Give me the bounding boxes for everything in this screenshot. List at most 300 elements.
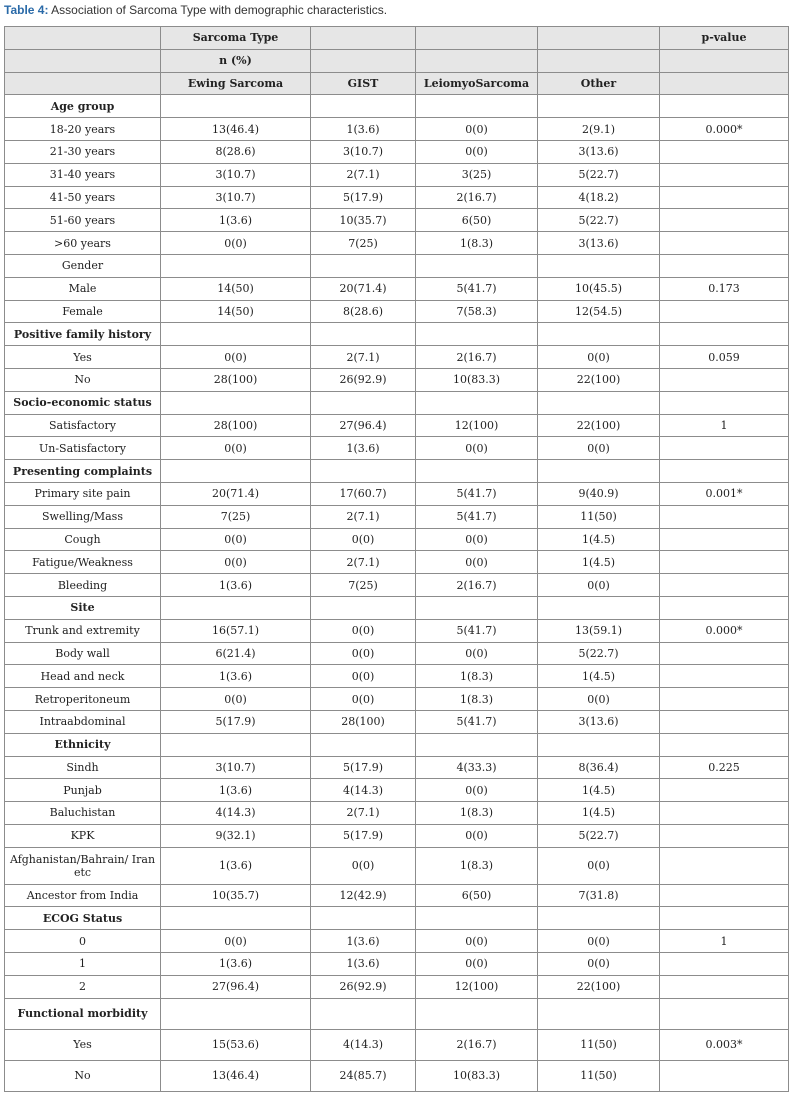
- section-row: [5, 733, 789, 756]
- table-row: [5, 277, 789, 300]
- table-row: [5, 300, 789, 323]
- table-caption-label: Table 4:: [4, 3, 49, 17]
- table-row: [5, 346, 789, 369]
- table-cell: [660, 460, 789, 483]
- header-cell: [538, 27, 660, 50]
- table-cell: [660, 802, 789, 825]
- table-cell: 12(100): [416, 975, 538, 998]
- table-cell: [161, 596, 311, 619]
- row-label-cell: Swelling/Mass: [5, 505, 161, 528]
- table-cell: 1(3.6): [311, 953, 416, 976]
- row-label-cell: 51-60 years: [5, 209, 161, 232]
- section-row: [5, 596, 789, 619]
- row-label-cell: Trunk and extremity: [5, 619, 161, 642]
- table-row: [5, 665, 789, 688]
- table-cell: 12(42.9): [311, 884, 416, 907]
- table-cell: 5(17.9): [311, 824, 416, 847]
- table-cell: [311, 95, 416, 118]
- table-cell: 11(50): [538, 505, 660, 528]
- table-cell: 0.003*: [660, 1029, 789, 1060]
- table-cell: 1(3.6): [311, 930, 416, 953]
- table-row: [5, 756, 789, 779]
- table-cell: [660, 437, 789, 460]
- row-label-cell: Punjab: [5, 779, 161, 802]
- table-cell: 7(58.3): [416, 300, 538, 323]
- table-cell: 1(3.6): [311, 437, 416, 460]
- table-cell: [660, 824, 789, 847]
- table-cell: [161, 733, 311, 756]
- header-row: [5, 72, 789, 95]
- table-cell: 10(83.3): [416, 1060, 538, 1091]
- table-cell: 4(14.3): [311, 1029, 416, 1060]
- row-label-cell: Baluchistan: [5, 802, 161, 825]
- header-cell: [660, 49, 789, 72]
- table-row: [5, 975, 789, 998]
- table-cell: [161, 460, 311, 483]
- table-row: [5, 802, 789, 825]
- table-cell: [161, 907, 311, 930]
- header-cell: [660, 72, 789, 95]
- row-label-cell: Cough: [5, 528, 161, 551]
- table-cell: [416, 323, 538, 346]
- row-label-cell: 18-20 years: [5, 118, 161, 141]
- header-cell: p-value: [660, 27, 789, 50]
- table-cell: [416, 907, 538, 930]
- table-row: [5, 930, 789, 953]
- table-cell: 3(13.6): [538, 710, 660, 733]
- row-label-cell: 2: [5, 975, 161, 998]
- table-cell: 14(50): [161, 300, 311, 323]
- table-cell: 0(0): [416, 437, 538, 460]
- table-cell: 3(10.7): [161, 186, 311, 209]
- table-body: [5, 27, 789, 1092]
- table-cell: 5(41.7): [416, 482, 538, 505]
- table-cell: 7(25): [161, 505, 311, 528]
- table-row: [5, 437, 789, 460]
- table-cell: 2(7.1): [311, 551, 416, 574]
- table-cell: 3(10.7): [311, 140, 416, 163]
- table-cell: 17(60.7): [311, 482, 416, 505]
- table-cell: 1(3.6): [311, 118, 416, 141]
- header-row: [5, 49, 789, 72]
- table-cell: 2(9.1): [538, 118, 660, 141]
- table-cell: [660, 779, 789, 802]
- table-cell: 0(0): [538, 688, 660, 711]
- table-cell: 1(3.6): [161, 574, 311, 597]
- table-row: [5, 232, 789, 255]
- table-cell: 0(0): [311, 619, 416, 642]
- table-cell: [660, 884, 789, 907]
- table-cell: 26(92.9): [311, 368, 416, 391]
- table-cell: 5(22.7): [538, 824, 660, 847]
- table-cell: 1(4.5): [538, 779, 660, 802]
- row-label-cell: Ethnicity: [5, 733, 161, 756]
- table-cell: 8(28.6): [311, 300, 416, 323]
- table-cell: [311, 596, 416, 619]
- row-label-cell: Gender: [5, 254, 161, 277]
- row-label-cell: KPK: [5, 824, 161, 847]
- table-cell: 2(7.1): [311, 346, 416, 369]
- table-cell: 10(35.7): [161, 884, 311, 907]
- table-caption-text: Association of Sarcoma Type with demographic characteristics.: [48, 3, 388, 17]
- table-cell: 2(16.7): [416, 186, 538, 209]
- table-cell: 5(17.9): [311, 186, 416, 209]
- table-cell: 11(50): [538, 1029, 660, 1060]
- table-cell: 2(7.1): [311, 505, 416, 528]
- table-cell: 0(0): [161, 437, 311, 460]
- table-row: [5, 414, 789, 437]
- row-label-cell: Male: [5, 277, 161, 300]
- table-row: [5, 884, 789, 907]
- table-cell: 0(0): [416, 140, 538, 163]
- table-cell: 22(100): [538, 368, 660, 391]
- table-cell: 5(22.7): [538, 209, 660, 232]
- table-cell: [416, 998, 538, 1029]
- table-cell: 1(3.6): [161, 847, 311, 884]
- table-cell: [660, 953, 789, 976]
- table-cell: [538, 95, 660, 118]
- table-cell: 1(3.6): [161, 779, 311, 802]
- table-cell: 2(16.7): [416, 1029, 538, 1060]
- table-cell: 5(17.9): [161, 710, 311, 733]
- header-cell: Ewing Sarcoma: [161, 72, 311, 95]
- table-cell: 20(71.4): [161, 482, 311, 505]
- table-cell: [311, 254, 416, 277]
- table-cell: 0(0): [416, 528, 538, 551]
- table-cell: 5(41.7): [416, 277, 538, 300]
- table-cell: [538, 460, 660, 483]
- table-cell: [660, 95, 789, 118]
- table-cell: 1(4.5): [538, 802, 660, 825]
- table-cell: [660, 665, 789, 688]
- table-cell: 7(31.8): [538, 884, 660, 907]
- table-cell: [660, 733, 789, 756]
- table-cell: 1(4.5): [538, 665, 660, 688]
- table-cell: [660, 391, 789, 414]
- table-caption: [4, 2, 387, 18]
- table-cell: 13(46.4): [161, 118, 311, 141]
- row-label-cell: Retroperitoneum: [5, 688, 161, 711]
- table-cell: 10(83.3): [416, 368, 538, 391]
- table-cell: 1: [660, 414, 789, 437]
- table-cell: 0.225: [660, 756, 789, 779]
- table-cell: 4(18.2): [538, 186, 660, 209]
- row-label-cell: 21-30 years: [5, 140, 161, 163]
- table-row: [5, 779, 789, 802]
- table-cell: 3(25): [416, 163, 538, 186]
- table-cell: [161, 323, 311, 346]
- table-cell: 27(96.4): [311, 414, 416, 437]
- table-cell: [660, 209, 789, 232]
- table-cell: 3(13.6): [538, 232, 660, 255]
- section-row: [5, 323, 789, 346]
- table-cell: [311, 733, 416, 756]
- table-cell: 24(85.7): [311, 1060, 416, 1091]
- table-cell: 2(7.1): [311, 163, 416, 186]
- table-cell: 0(0): [416, 779, 538, 802]
- table-cell: 0(0): [416, 930, 538, 953]
- table-row: [5, 710, 789, 733]
- table-cell: 1(8.3): [416, 665, 538, 688]
- table-cell: 0(0): [538, 574, 660, 597]
- row-label-cell: Site: [5, 596, 161, 619]
- table-cell: [660, 140, 789, 163]
- table-cell: 1: [660, 930, 789, 953]
- table-cell: 7(25): [311, 574, 416, 597]
- table-row: [5, 505, 789, 528]
- table-row: [5, 642, 789, 665]
- table-cell: [660, 596, 789, 619]
- table-cell: 1(3.6): [161, 953, 311, 976]
- table-cell: [660, 998, 789, 1029]
- table-cell: [660, 163, 789, 186]
- table-cell: 0(0): [311, 847, 416, 884]
- table-cell: 3(10.7): [161, 163, 311, 186]
- table-cell: [660, 505, 789, 528]
- table-cell: 0(0): [538, 346, 660, 369]
- table-cell: 11(50): [538, 1060, 660, 1091]
- table-cell: [416, 596, 538, 619]
- header-cell: [416, 27, 538, 50]
- table-cell: [311, 907, 416, 930]
- table-cell: [660, 574, 789, 597]
- table-cell: [311, 323, 416, 346]
- header-cell: [416, 49, 538, 72]
- table-cell: [161, 95, 311, 118]
- table-cell: [660, 254, 789, 277]
- table-cell: 28(100): [161, 368, 311, 391]
- table-row: [5, 953, 789, 976]
- table-cell: 0(0): [161, 688, 311, 711]
- table-cell: 6(50): [416, 209, 538, 232]
- table-cell: 0(0): [538, 930, 660, 953]
- row-label-cell: Un-Satisfactory: [5, 437, 161, 460]
- row-label-cell: No: [5, 1060, 161, 1091]
- table-cell: 9(32.1): [161, 824, 311, 847]
- row-label-cell: 1: [5, 953, 161, 976]
- table-row: [5, 1060, 789, 1091]
- table-cell: [161, 254, 311, 277]
- table-cell: 5(41.7): [416, 505, 538, 528]
- table-cell: 4(14.3): [311, 779, 416, 802]
- table-cell: 5(41.7): [416, 619, 538, 642]
- row-label-cell: Yes: [5, 346, 161, 369]
- row-label-cell: Primary site pain: [5, 482, 161, 505]
- table-cell: 0(0): [416, 551, 538, 574]
- table-cell: 7(25): [311, 232, 416, 255]
- table-row: [5, 824, 789, 847]
- table-cell: [416, 391, 538, 414]
- table-cell: [660, 232, 789, 255]
- table-row: [5, 118, 789, 141]
- header-cell: [311, 27, 416, 50]
- header-cell: [5, 27, 161, 50]
- table-cell: [660, 1060, 789, 1091]
- table-cell: [311, 460, 416, 483]
- table-row: [5, 1029, 789, 1060]
- table-cell: [416, 95, 538, 118]
- section-row: [5, 95, 789, 118]
- table-cell: [660, 551, 789, 574]
- table-cell: 5(22.7): [538, 163, 660, 186]
- table-cell: 10(45.5): [538, 277, 660, 300]
- row-label-cell: Female: [5, 300, 161, 323]
- table-cell: 15(53.6): [161, 1029, 311, 1060]
- table-cell: 0(0): [161, 346, 311, 369]
- header-cell: LeiomyoSarcoma: [416, 72, 538, 95]
- table-cell: [538, 391, 660, 414]
- table-cell: 14(50): [161, 277, 311, 300]
- row-label-cell: Afghanistan/Bahrain/ Iran etc: [5, 847, 161, 884]
- header-cell: GIST: [311, 72, 416, 95]
- header-cell: Other: [538, 72, 660, 95]
- table-cell: 5(17.9): [311, 756, 416, 779]
- row-label-cell: Yes: [5, 1029, 161, 1060]
- table-cell: [660, 186, 789, 209]
- table-cell: [161, 391, 311, 414]
- section-row: [5, 460, 789, 483]
- table-row: [5, 688, 789, 711]
- header-cell: Sarcoma Type: [161, 27, 311, 50]
- table-cell: 6(21.4): [161, 642, 311, 665]
- table-row: [5, 528, 789, 551]
- row-label-cell: Fatigue/Weakness: [5, 551, 161, 574]
- header-cell: [5, 72, 161, 95]
- table-cell: 26(92.9): [311, 975, 416, 998]
- table-cell: 0(0): [311, 528, 416, 551]
- table-cell: 22(100): [538, 414, 660, 437]
- table-cell: 5(22.7): [538, 642, 660, 665]
- table-cell: 12(100): [416, 414, 538, 437]
- table-cell: 0(0): [538, 847, 660, 884]
- table-cell: [161, 998, 311, 1029]
- table-cell: [538, 907, 660, 930]
- table-cell: 0(0): [311, 642, 416, 665]
- table-cell: 28(100): [311, 710, 416, 733]
- table-cell: 5(41.7): [416, 710, 538, 733]
- table-cell: 13(46.4): [161, 1060, 311, 1091]
- table-cell: 2(7.1): [311, 802, 416, 825]
- row-label-cell: Ancestor from India: [5, 884, 161, 907]
- table-cell: [538, 998, 660, 1029]
- header-cell: [538, 49, 660, 72]
- table-cell: 0.059: [660, 346, 789, 369]
- table-cell: 1(8.3): [416, 802, 538, 825]
- table-cell: [416, 733, 538, 756]
- table-cell: 0(0): [311, 665, 416, 688]
- table-cell: [660, 907, 789, 930]
- row-label-cell: Satisfactory: [5, 414, 161, 437]
- table-cell: 0(0): [416, 642, 538, 665]
- row-label-cell: Socio-economic status: [5, 391, 161, 414]
- table-cell: [660, 528, 789, 551]
- row-label-cell: Age group: [5, 95, 161, 118]
- table-cell: 1(3.6): [161, 665, 311, 688]
- table-row: [5, 254, 789, 277]
- table-row: [5, 619, 789, 642]
- table-cell: 13(59.1): [538, 619, 660, 642]
- table-row: [5, 186, 789, 209]
- table-cell: 1(4.5): [538, 551, 660, 574]
- table-cell: 0(0): [311, 688, 416, 711]
- table-cell: 0(0): [416, 824, 538, 847]
- table-row: [5, 209, 789, 232]
- table-cell: 3(13.6): [538, 140, 660, 163]
- table-cell: 10(35.7): [311, 209, 416, 232]
- table-cell: 28(100): [161, 414, 311, 437]
- table-cell: [660, 300, 789, 323]
- table-cell: 0(0): [416, 953, 538, 976]
- table-cell: 27(96.4): [161, 975, 311, 998]
- table-cell: [416, 254, 538, 277]
- row-label-cell: >60 years: [5, 232, 161, 255]
- header-cell: [311, 49, 416, 72]
- section-row: [5, 391, 789, 414]
- row-label-cell: Bleeding: [5, 574, 161, 597]
- row-label-cell: Body wall: [5, 642, 161, 665]
- table-cell: 0(0): [161, 551, 311, 574]
- table-cell: 1(4.5): [538, 528, 660, 551]
- table-cell: 0(0): [416, 118, 538, 141]
- header-cell: n (%): [161, 49, 311, 72]
- table-row: [5, 551, 789, 574]
- row-label-cell: Sindh: [5, 756, 161, 779]
- row-label-cell: Head and neck: [5, 665, 161, 688]
- table-cell: [311, 998, 416, 1029]
- table-cell: 6(50): [416, 884, 538, 907]
- table-cell: [538, 323, 660, 346]
- table-row: [5, 368, 789, 391]
- table-cell: 1(8.3): [416, 232, 538, 255]
- row-label-cell: 31-40 years: [5, 163, 161, 186]
- table-row: [5, 574, 789, 597]
- table-cell: [538, 733, 660, 756]
- table-cell: 0(0): [161, 232, 311, 255]
- table-cell: 4(33.3): [416, 756, 538, 779]
- table-cell: [538, 254, 660, 277]
- row-label-cell: ECOG Status: [5, 907, 161, 930]
- table-cell: 1(8.3): [416, 688, 538, 711]
- table-cell: [660, 368, 789, 391]
- row-label-cell: Functional morbidity: [5, 998, 161, 1029]
- row-label-cell: Intraabdominal: [5, 710, 161, 733]
- table-cell: [660, 642, 789, 665]
- table-cell: 0.173: [660, 277, 789, 300]
- header-row: [5, 27, 789, 50]
- table-cell: 0(0): [161, 528, 311, 551]
- table-cell: 2(16.7): [416, 346, 538, 369]
- table-cell: 0.000*: [660, 118, 789, 141]
- table-cell: [416, 460, 538, 483]
- table-cell: 12(54.5): [538, 300, 660, 323]
- table-cell: 8(36.4): [538, 756, 660, 779]
- table-cell: 4(14.3): [161, 802, 311, 825]
- table-cell: 0(0): [161, 930, 311, 953]
- table-cell: 16(57.1): [161, 619, 311, 642]
- table-cell: [660, 847, 789, 884]
- table-cell: 22(100): [538, 975, 660, 998]
- sarcoma-association-table: [4, 26, 789, 1092]
- table-row: [5, 847, 789, 884]
- table-cell: [660, 710, 789, 733]
- table-cell: [538, 596, 660, 619]
- table-cell: 3(10.7): [161, 756, 311, 779]
- row-label-cell: Presenting complaints: [5, 460, 161, 483]
- table-cell: 9(40.9): [538, 482, 660, 505]
- table-cell: 2(16.7): [416, 574, 538, 597]
- table-cell: [660, 975, 789, 998]
- table-cell: [660, 688, 789, 711]
